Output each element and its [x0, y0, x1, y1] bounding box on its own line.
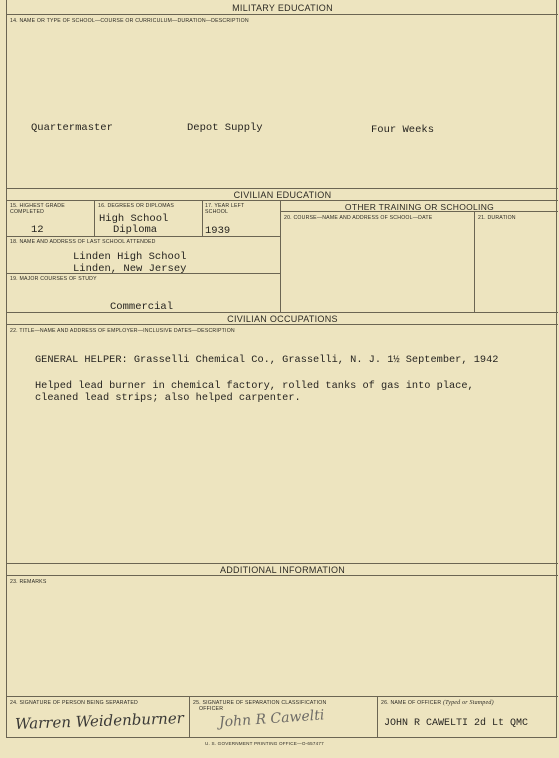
- additional-information-title: ADDITIONAL INFORMATION: [219, 565, 346, 575]
- label-18: 18. NAME AND ADDRESS OF LAST SCHOOL ATTENDED: [10, 239, 156, 245]
- occupation-line-3: cleaned lead strips; also helped carpenter.: [35, 392, 301, 404]
- military-school: Quartermaster: [31, 122, 113, 134]
- divider: [7, 188, 558, 189]
- person-signature: Warren Weidenburner: [14, 709, 185, 733]
- label-17: 17. YEAR LEFT SCHOOL: [205, 203, 245, 215]
- divider: [7, 563, 558, 564]
- last-school-name: Linden High School: [73, 251, 187, 263]
- label-15: 15. HIGHEST GRADE COMPLETED: [10, 203, 65, 215]
- divider: [189, 696, 190, 738]
- divider: [7, 14, 558, 15]
- divider: [280, 211, 558, 212]
- divider: [377, 696, 378, 738]
- degree-line-2: Diploma: [113, 224, 158, 236]
- label-26: [381, 700, 494, 706]
- divider: [202, 200, 203, 236]
- divider: [7, 200, 558, 201]
- divider: [7, 312, 558, 313]
- divider: [7, 575, 558, 576]
- divider: [280, 200, 281, 312]
- label-26-prefix: 26. NAME OF OFFICER: [381, 700, 442, 706]
- year-left-value: 1939: [205, 225, 231, 237]
- degree-line-1: High School: [99, 213, 169, 225]
- occupation-line-2: Helped lead burner in chemical factory, rolled tanks of gas into place,: [35, 380, 474, 392]
- military-course: Depot Supply: [187, 122, 263, 134]
- military-duration: Four Weeks: [371, 124, 435, 136]
- divider: [7, 696, 558, 697]
- label-22: 22. TITLE—NAME AND ADDRESS OF EMPLOYER—INCLUSIVE DATES—DESCRIPTION: [10, 328, 235, 334]
- label-25-line-1: 25. SIGNATURE OF SEPARATION CLASSIFICATION: [193, 700, 327, 706]
- label-25-line-2: OFFICER: [199, 706, 224, 712]
- printing-office-footer: U. S. GOVERNMENT PRINTING OFFICE—O-657477: [205, 741, 324, 746]
- label-26-suffix: (Typed or Stamped): [442, 700, 494, 706]
- label-14: 14. NAME OR TYPE OF SCHOOL—COURSE OR CURRICULUM—DURATION—DESCRIPTION: [10, 18, 249, 24]
- divider: [7, 236, 280, 237]
- civilian-education-title: CIVILIAN EDUCATION: [233, 190, 332, 200]
- military-education-title: MILITARY EDUCATION: [232, 3, 333, 13]
- label-21: 21. DURATION: [478, 215, 516, 221]
- officer-name: JOHN R CAWELTI 2d Lt QMC: [384, 718, 529, 729]
- occupation-line-1: GENERAL HELPER: Grasselli Chemical Co., Grasselli, N. J. 1½ September, 1942: [35, 354, 499, 366]
- separation-qualification-form: [6, 0, 557, 738]
- label-19: 19. MAJOR COURSES OF STUDY: [10, 276, 97, 282]
- divider: [7, 324, 558, 325]
- label-24: 24. SIGNATURE OF PERSON BEING SEPARATED: [10, 700, 138, 706]
- divider: [7, 273, 280, 274]
- label-23: 23. REMARKS: [10, 579, 47, 585]
- major-courses-value: Commercial: [110, 301, 174, 313]
- highest-grade-value: 12: [31, 224, 44, 236]
- last-school-address: Linden, New Jersey: [73, 263, 187, 275]
- divider: [474, 211, 475, 312]
- officer-signature: John R Cawelti: [218, 707, 325, 731]
- divider: [94, 200, 95, 236]
- other-training-title: OTHER TRAINING OR SCHOOLING: [344, 202, 495, 212]
- label-20: 20. COURSE—NAME AND ADDRESS OF SCHOOL—DATE: [284, 215, 433, 221]
- civilian-occupations-title: CIVILIAN OCCUPATIONS: [227, 314, 338, 324]
- label-16: 16. DEGREES OR DIPLOMAS: [98, 203, 175, 209]
